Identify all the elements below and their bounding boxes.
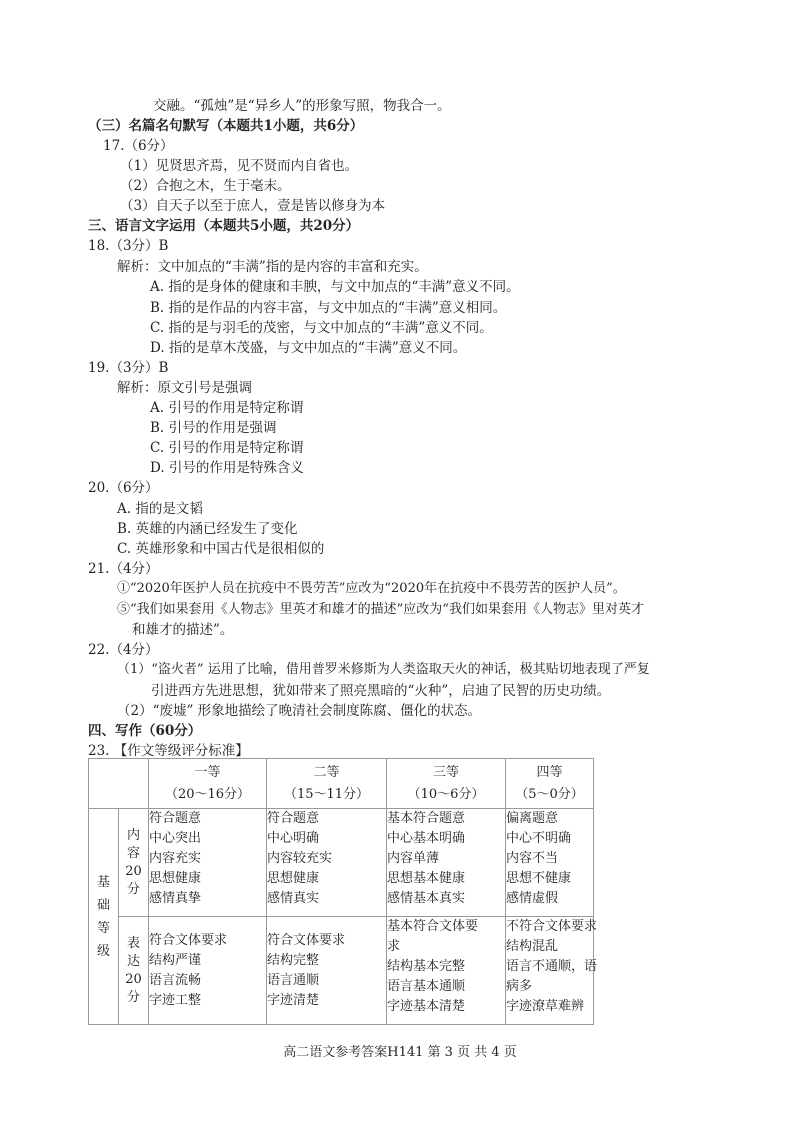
option-line: C. 引号的作用是特定称谓: [150, 440, 304, 456]
answer-line: （1）“盗火者” 运用了比喻，借用普罗米修斯为人类盗取天火的神话，极其贴切地表现了严复: [117, 662, 650, 677]
answer-line: （2）合抱之木，生于毫末。: [120, 178, 291, 194]
answer-line: ⑤“我们如果套用《人物志》里英才和雄才的描述”应改为“我们如果套用《人物志》里对英才: [117, 602, 644, 617]
answer-line: C. 英雄形象和中国古代是很相似的: [117, 541, 325, 557]
grade-header: 二等 （15～11分）: [267, 759, 387, 809]
table-row: [89, 809, 594, 917]
answer-line: 引进西方先进思想，犹如带来了照亮黑暗的“火种”，启迪了民智的历史功绩。: [151, 683, 611, 699]
corner-cell: [89, 759, 149, 809]
section-heading: （三）名篇名句默写（本题共1小题，共6分）: [88, 118, 364, 134]
table-cell: 符合题意 中心明确 内容较充实 思想健康 感情真实: [267, 809, 387, 917]
analysis-line: 解析：文中加点的“丰满”指的是内容的丰富和充实。: [117, 259, 428, 275]
answer-line: （3）自天子以至于庶人，壹是皆以修身为本: [120, 198, 386, 214]
answer-line: A. 指的是文韬: [117, 501, 203, 517]
table-cell: 基本符合题意 中心基本明确 内容单薄 思想基本健康 感情基本真实: [387, 809, 506, 917]
answer-line: B. 英雄的内涵已经发生了变化: [117, 521, 298, 537]
answer-line: （1）见贤思齐焉，见不贤而内自省也。: [120, 158, 359, 174]
table-cell: 偏离题意 中心不明确 内容不当 思想不健康 感情虚假: [506, 809, 594, 917]
grade-header: 三等 （10～6分）: [387, 759, 506, 809]
option-line: D. 引号的作用是特殊含义: [150, 460, 304, 476]
table-header-row: [89, 759, 594, 809]
grade-header: 四等 （5～0分）: [506, 759, 594, 809]
option-line: C. 指的是与羽毛的茂密，与文中加点的“丰满”意义不同。: [150, 320, 493, 336]
expression-label: 表 达 20 分: [119, 917, 149, 1025]
question-number: 20.（6分）: [88, 480, 159, 496]
question-number: 19.（3分）B: [88, 360, 169, 376]
option-line: A. 引号的作用是特定称谓: [150, 400, 304, 416]
answer-line: 和雄才的描述”。: [132, 622, 234, 638]
group-label: 基 础 等 级: [89, 809, 119, 1025]
answer-line: ①“2020年医护人员在抗疫中不畏劳苦”应改为“2020年在抗疫中不畏劳苦的医护人员”。: [117, 581, 626, 596]
question-number: 21.（4分）: [88, 561, 159, 577]
table-cell: 符合题意 中心突出 内容充实 思想健康 感情真挚: [149, 809, 267, 917]
page-footer: 高二语文参考答案H141 第 3 页 共 4 页: [283, 1045, 517, 1060]
option-line: B. 引号的作用是强调: [150, 420, 277, 436]
question-number: 18.（3分）B: [88, 238, 169, 254]
option-line: A. 指的是身体的健康和丰腴，与文中加点的“丰满”意义不同。: [150, 279, 520, 295]
grading-table: [88, 758, 598, 1025]
table-cell: 符合文体要求 结构严谨 语言流畅 字迹工整: [149, 917, 267, 1025]
answer-line: （2）“废墟” 形象地描绘了晚清社会制度陈腐、僵化的状态。: [117, 703, 482, 719]
content-label: 内 容 20 分: [119, 809, 149, 917]
table-cell: 符合文体要求 结构完整 语言通顺 字迹清楚: [267, 917, 387, 1025]
section-heading: 三、语言文字运用（本题共5小题，共20分）: [88, 218, 360, 234]
section-heading: 四、写作（60分）: [88, 723, 202, 739]
table-cell: 不符合文体要求 结构混乱 语言不通顺，语 病多 字迹潦草难辨: [506, 917, 594, 1025]
text-line: 交融。“孤烛”是“异乡人”的形象写照，物我合一。: [153, 98, 451, 114]
option-line: D. 指的是草木茂盛，与文中加点的“丰满”意义不同。: [150, 340, 467, 356]
grade-header: 一等 （20～16分）: [149, 759, 267, 809]
option-line: B. 指的是作品的内容丰富，与文中加点的“丰满”意义相同。: [150, 300, 507, 316]
table-cell: 基本符合文体要 求 结构基本完整 语言基本通顺 字迹基本清楚: [387, 917, 506, 1025]
question-number: 17.（6分）: [103, 138, 174, 154]
question-number: 22.（4分）: [88, 642, 159, 658]
table-row: [89, 917, 594, 1025]
question-number: 23. 【作文等级评分标准】: [88, 743, 249, 759]
analysis-line: 解析：原文引号是强调: [117, 380, 252, 396]
